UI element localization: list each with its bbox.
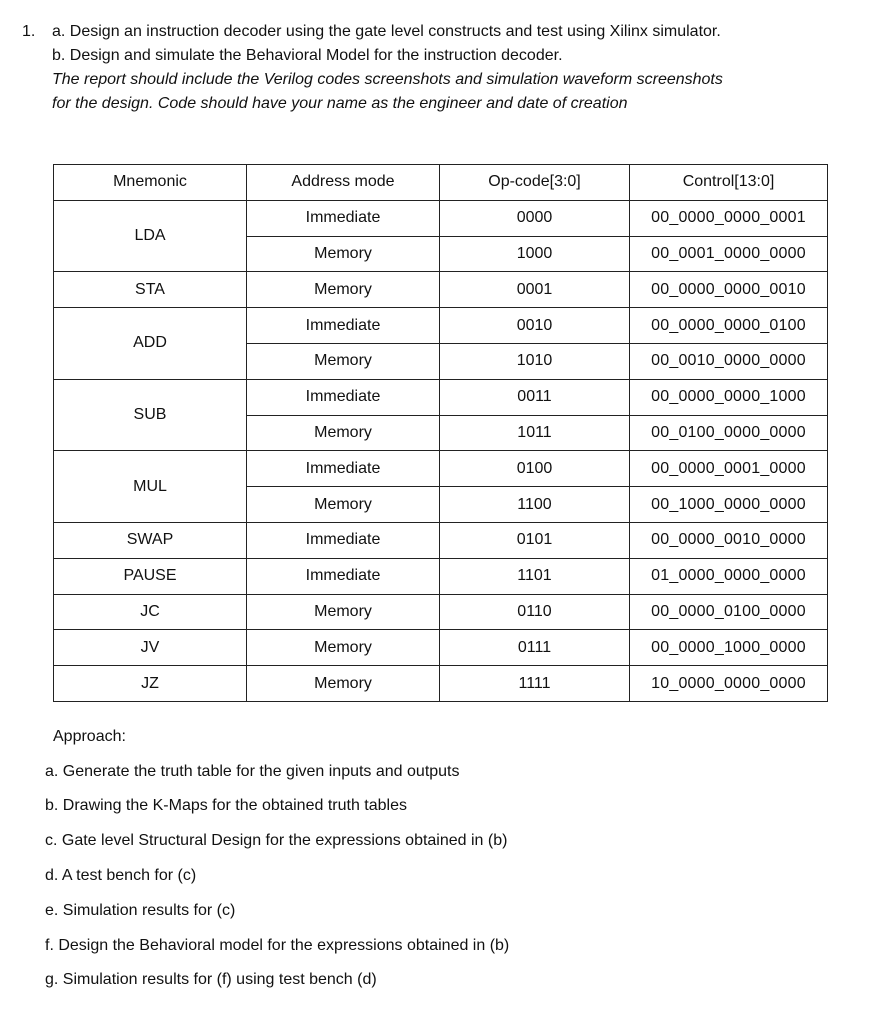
address-mode-cell: Immediate [247, 451, 440, 487]
control-cell: 00_1000_0000_0000 [630, 487, 828, 523]
opcode-cell: 0100 [440, 451, 630, 487]
table-row [54, 272, 828, 308]
report-note-2: for the design. Code should have your name as the engineer and date of creation [52, 95, 628, 112]
table-row [54, 558, 828, 594]
mnemonic-cell: SUB [54, 379, 247, 451]
table-row [54, 451, 828, 487]
control-cell: 00_0000_0000_0100 [630, 308, 828, 344]
opcode-cell: 1101 [440, 558, 630, 594]
address-mode-cell: Immediate [247, 308, 440, 344]
mnemonic-cell: SWAP [54, 522, 247, 558]
mnemonic-cell: JZ [54, 666, 247, 702]
opcode-cell: 0000 [440, 200, 630, 236]
table-row [54, 522, 828, 558]
question-part-a: a. Design an instruction decoder using the gate level constructs and test using Xilinx simulator. [52, 23, 721, 40]
opcode-cell: 1111 [440, 666, 630, 702]
control-cell: 00_0000_0000_0010 [630, 272, 828, 308]
address-mode-cell: Memory [247, 236, 440, 272]
address-mode-cell: Immediate [247, 558, 440, 594]
opcode-cell: 1011 [440, 415, 630, 451]
approach-step-c: c. Gate level Structural Design for the expressions obtained in (b) [45, 832, 508, 849]
control-cell: 00_0010_0000_0000 [630, 343, 828, 379]
control-cell: 10_0000_0000_0000 [630, 666, 828, 702]
table-row [54, 308, 828, 344]
opcode-cell: 0110 [440, 594, 630, 630]
mnemonic-cell: JC [54, 594, 247, 630]
approach-step-f: f. Design the Behavioral model for the expressions obtained in (b) [45, 937, 510, 954]
address-mode-cell: Immediate [247, 379, 440, 415]
approach-step-b: b. Drawing the K-Maps for the obtained truth tables [45, 797, 407, 814]
header-address-mode: Address mode [247, 165, 440, 201]
address-mode-cell: Memory [247, 630, 440, 666]
opcode-cell: 1000 [440, 236, 630, 272]
opcode-cell: 0011 [440, 379, 630, 415]
address-mode-cell: Immediate [247, 200, 440, 236]
opcode-cell: 0101 [440, 522, 630, 558]
report-note-1: The report should include the Verilog codes screenshots and simulation waveform screenshots [52, 71, 723, 88]
opcode-cell: 0010 [440, 308, 630, 344]
control-cell: 00_0000_1000_0000 [630, 630, 828, 666]
table-row [54, 630, 828, 666]
control-cell: 00_0100_0000_0000 [630, 415, 828, 451]
table-row [54, 200, 828, 236]
address-mode-cell: Memory [247, 594, 440, 630]
header-mnemonic: Mnemonic [54, 165, 247, 201]
question-number: 1. [22, 23, 36, 40]
question-note-line-2 [22, 92, 852, 116]
mnemonic-cell: ADD [54, 308, 247, 380]
question-header [22, 20, 852, 116]
approach-step-g: g. Simulation results for (f) using test bench (d) [45, 971, 377, 988]
question-part-b: b. Design and simulate the Behavioral Model for the instruction decoder. [52, 47, 563, 64]
control-cell: 00_0000_0000_1000 [630, 379, 828, 415]
instruction-decoder-table [53, 164, 828, 702]
mnemonic-cell: LDA [54, 200, 247, 272]
address-mode-cell: Immediate [247, 522, 440, 558]
approach-title: Approach: [53, 728, 126, 745]
address-mode-cell: Memory [247, 343, 440, 379]
table-row [54, 666, 828, 702]
question-line-a [22, 20, 852, 44]
opcode-cell: 1100 [440, 487, 630, 523]
control-cell: 00_0000_0000_0001 [630, 200, 828, 236]
approach-step-d: d. A test bench for (c) [45, 867, 197, 884]
mnemonic-cell: MUL [54, 451, 247, 523]
address-mode-cell: Memory [247, 415, 440, 451]
control-cell: 00_0000_0001_0000 [630, 451, 828, 487]
table-row [54, 379, 828, 415]
opcode-cell: 0111 [440, 630, 630, 666]
address-mode-cell: Memory [247, 272, 440, 308]
approach-step-a: a. Generate the truth table for the given inputs and outputs [45, 763, 460, 780]
control-cell: 00_0001_0000_0000 [630, 236, 828, 272]
question-note-line-1 [22, 68, 852, 92]
control-cell: 01_0000_0000_0000 [630, 558, 828, 594]
control-cell: 00_0000_0100_0000 [630, 594, 828, 630]
header-control: Control[13:0] [630, 165, 828, 201]
address-mode-cell: Memory [247, 666, 440, 702]
mnemonic-cell: PAUSE [54, 558, 247, 594]
opcode-cell: 1010 [440, 343, 630, 379]
control-cell: 00_0000_0010_0000 [630, 522, 828, 558]
mnemonic-cell: JV [54, 630, 247, 666]
opcode-cell: 0001 [440, 272, 630, 308]
approach-step-e: e. Simulation results for (c) [45, 902, 236, 919]
table-row [54, 594, 828, 630]
table-header-row [54, 165, 828, 201]
question-line-b [22, 44, 852, 68]
address-mode-cell: Memory [247, 487, 440, 523]
header-opcode: Op-code[3:0] [440, 165, 630, 201]
mnemonic-cell: STA [54, 272, 247, 308]
